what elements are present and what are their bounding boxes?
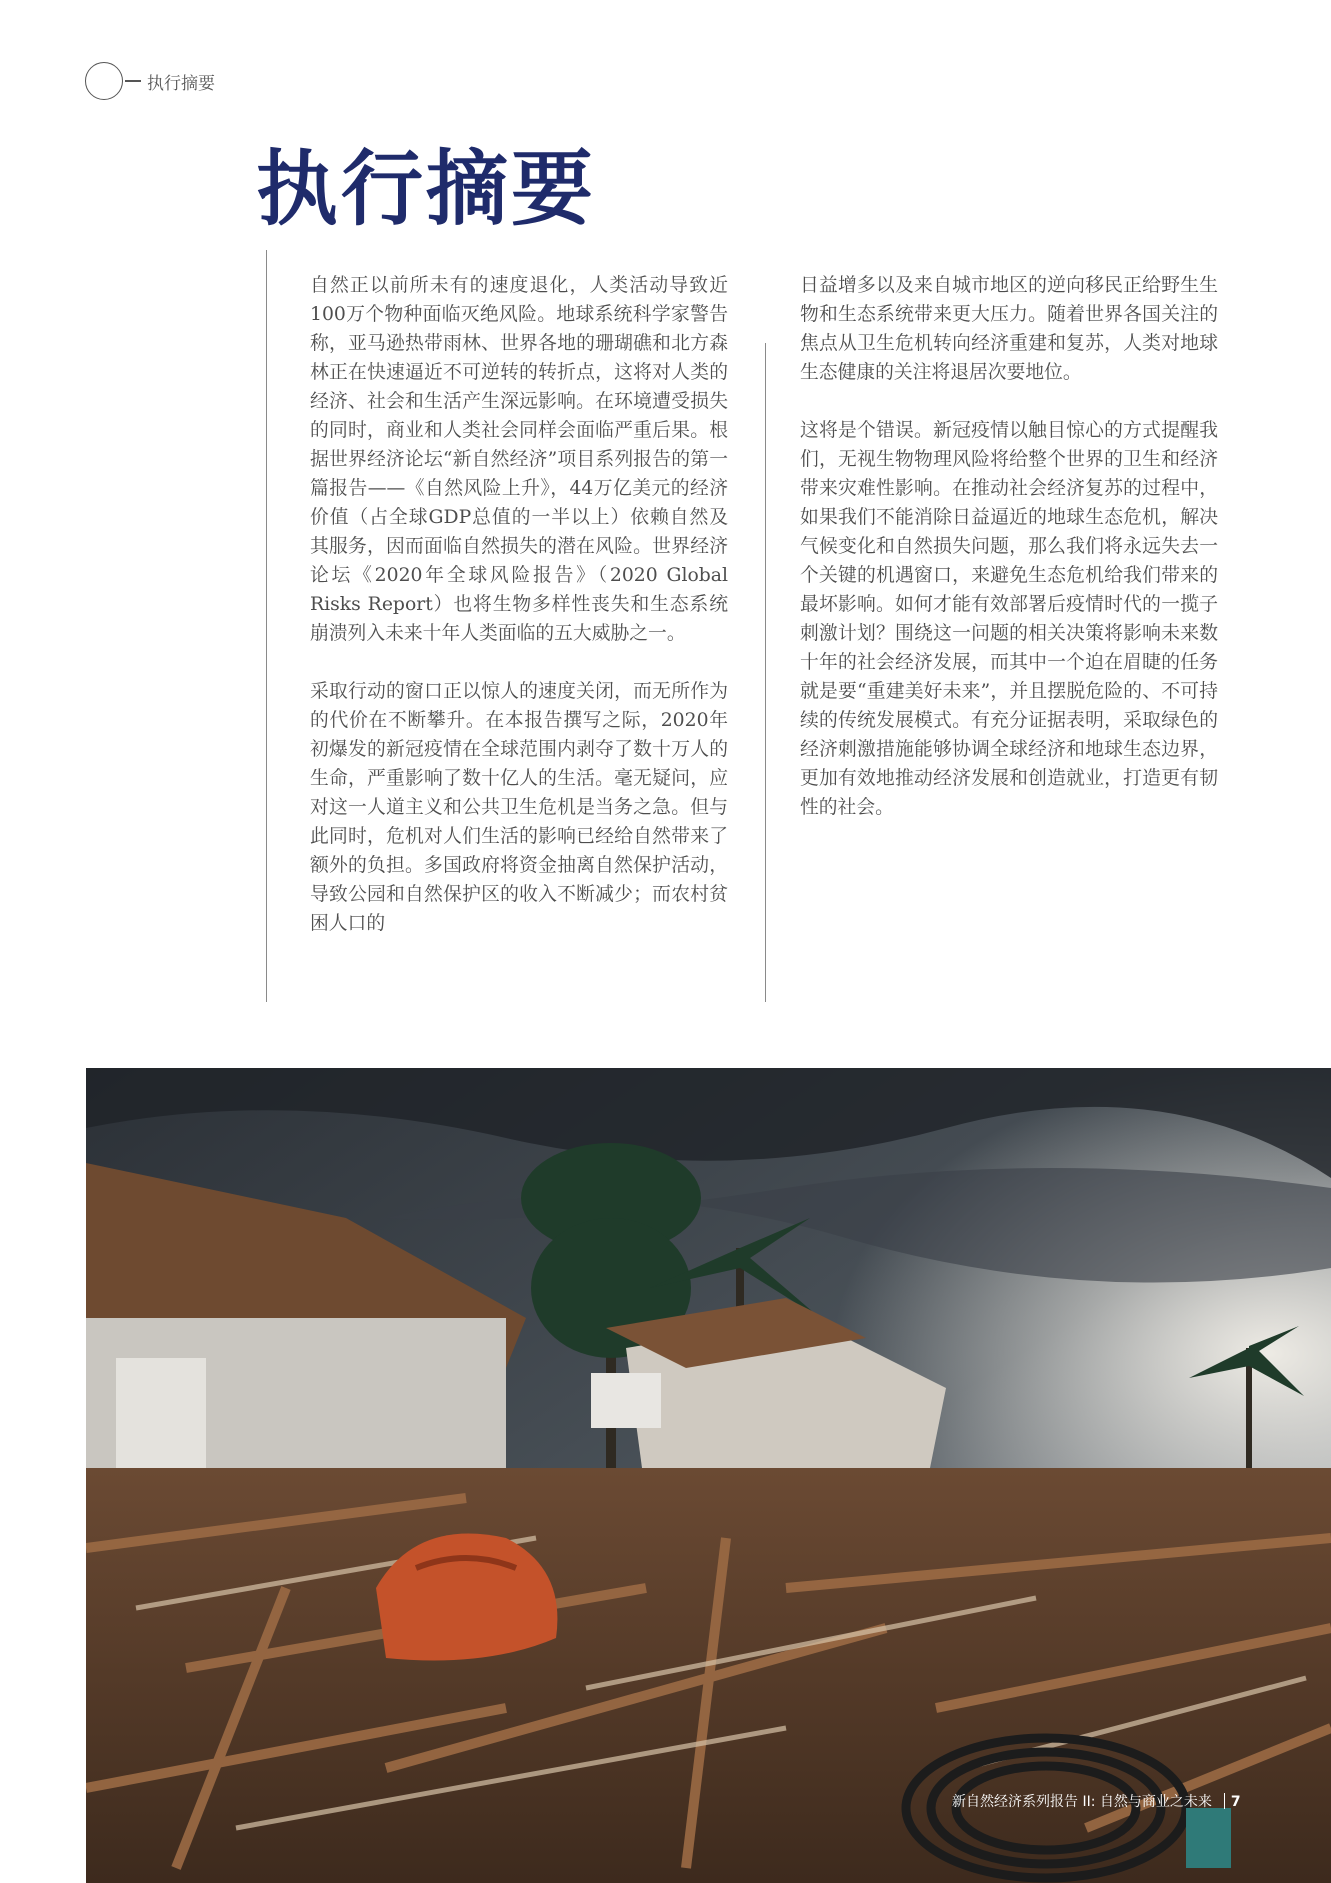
- paragraph: 采取行动的窗口正以惊人的速度关闭，而无所作为的代价在不断攀升。在本报告撰写之际，2020年初爆发的新冠疫情在全球范围内剥夺了数十万人的生命，严重影响了数十亿人的生活。毫无疑问，应对这一人道主义和公共卫生危机是当务之急。但与此同时，危机对人们生活的影响已经给自然带来了额外的负担。多国政府将资金抽离自然保护活动，导致公园和自然保护区的收入不断减少；而农村贫困人口的: [310, 681, 728, 934]
- section-label: 执行摘要: [147, 73, 215, 94]
- column-rule-left: [266, 250, 267, 1002]
- text-column-right: [800, 271, 1218, 822]
- paragraph: 日益增多以及来自城市地区的逆向移民正给野生生物和生态系统带来更大压力。随着世界各国关注的焦点从卫生危机转向经济重建和复苏，人类对地球生态健康的关注将退居次要地位。: [800, 275, 1218, 383]
- footer-series-title: 新自然经济系列报告 II: 自然与商业之未来: [952, 1794, 1212, 1810]
- page-footer: [952, 1791, 1241, 1811]
- paragraph: 这将是个错误。新冠疫情以触目惊心的方式提醒我们，无视生物物理风险将给整个世界的卫生和经济带来灾难性影响。在推动社会经济复苏的过程中，如果我们不能消除日益逼近的地球生态危机，解决气候变化和自然损失问题，那么我们将永远失去一个关键的机遇窗口，来避免生态危机给我们带来的最坏影响。如何才能有效部署后疫情时代的一揽子刺激计划？围绕这一问题的相关决策将影响未来数十年的社会经济发展，而其中一个迫在眉睫的任务就是要“重建美好未来”，并且摆脱危险的、不可持续的传统发展模式。有充分证据表明，采取绿色的经济刺激措施能够协调全球经济和地球生态边界，更加有效地推动经济发展和创造就业，打造更有韧性的社会。: [800, 420, 1218, 818]
- footer-separator: [1224, 1793, 1225, 1809]
- header-dash: [125, 80, 141, 82]
- running-header: [85, 62, 215, 100]
- circle-icon: [85, 62, 123, 100]
- hurricane-debris-photo: [86, 1068, 1331, 1883]
- column-rule-right: [765, 343, 766, 1002]
- page-title: 执行摘要: [256, 142, 597, 237]
- paragraph: 自然正以前所未有的速度退化，人类活动导致近100万个物种面临灭绝风险。地球系统科学家警告称，亚马逊热带雨林、世界各地的珊瑚礁和北方森林正在快速逼近不可逆转的转折点，这将对人类的经济、社会和生活产生深远影响。在环境遭受损失的同时，商业和人类社会同样会面临严重后果。根据世界经济论坛“新自然经济”项目系列报告的第一篇报告——《自然风险上升》，44万亿美元的经济价值（占全球GDP总值的一半以上）依赖自然及其服务，因而面临自然损失的潜在风险。世界经济论坛《2020年全球风险报告》（2020 Global Risks Report）也将生物多样性丧失和生态系统崩溃列入未来十年人类面临的五大威胁之一。: [310, 275, 728, 644]
- page-number: 7: [1230, 1794, 1241, 1810]
- text-column-left: [310, 271, 728, 938]
